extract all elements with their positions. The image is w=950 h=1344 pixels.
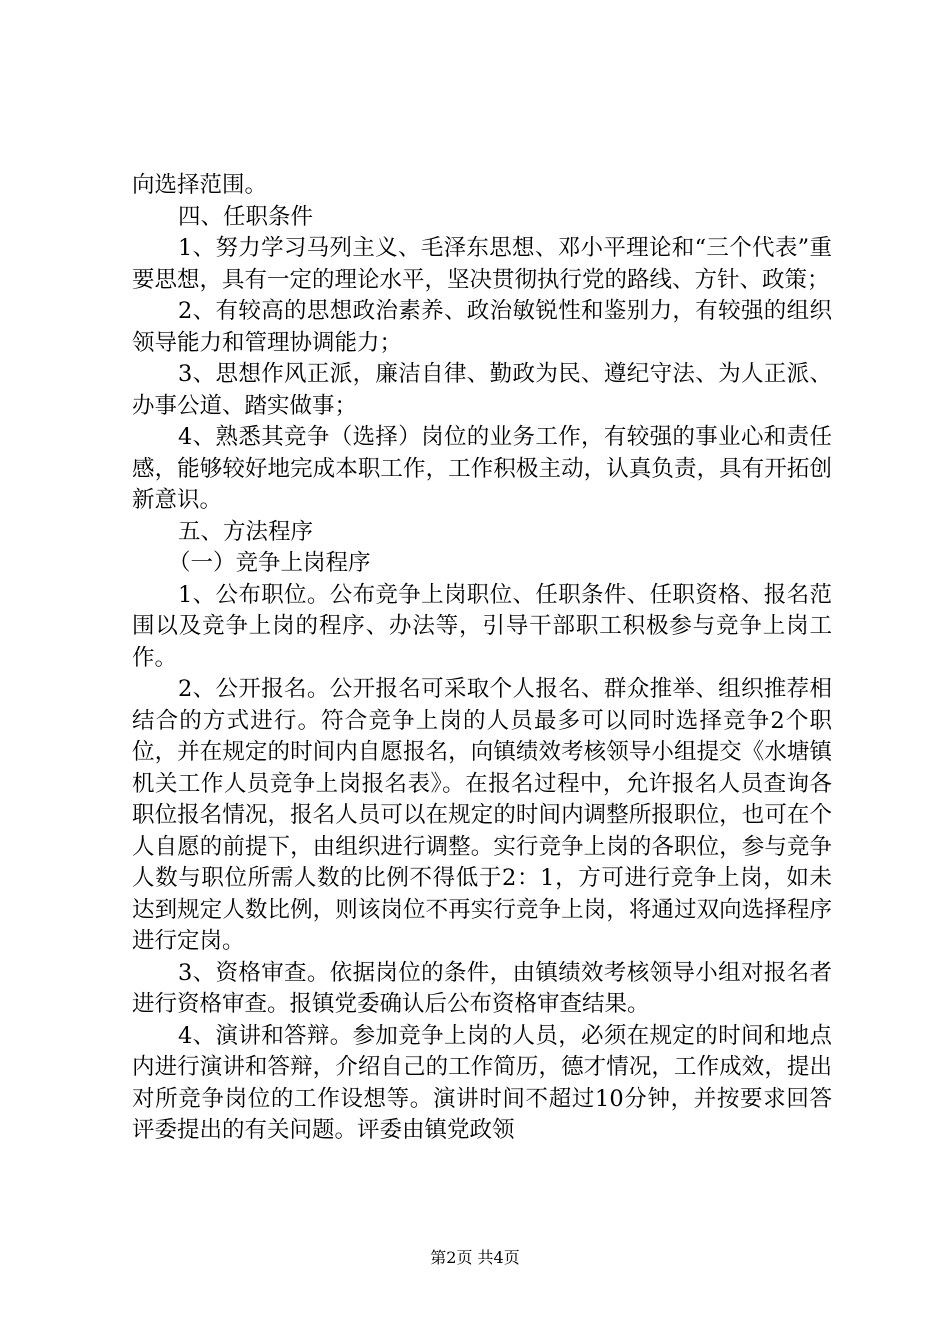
paragraph: 3、资格审查。依据岗位的条件，由镇绩效考核领导小组对报名者进行资格审查。报镇党委确认后公布资格审查结果。 — [132, 959, 832, 1017]
paragraph: 2、有较高的思想政治素养、政治敏锐性和鉴别力，有较强的组织领导能力和管理协调能力； — [132, 298, 832, 356]
page-footer: 第2页 共4页 — [430, 1248, 520, 1267]
paragraph: 1、公布职位。公布竞争上岗职位、任职条件、任职资格、报名范围以及竞争上岗的程序、办法等，引导干部职工积极参与竞争上岗工作。 — [132, 581, 832, 671]
paragraph: 向选择范围。 — [132, 172, 268, 198]
section-heading: 五、方法程序 — [178, 518, 314, 545]
paragraph: 2、公开报名。公开报名可采取个人报名、群众推举、组织推荐相结合的方式进行。符合竞争上岗的人员最多可以同时选择竞争2个职位，并在规定的时间内自愿报名，向镇绩效考核领导小组提交《水塘镇机关工作人员竞争上岗报名表》。在报名过程中，允许报名人员查询各职位报名情况，报名人员可以在规定的时间内调整所报职位，也可在个人自愿的前提下，由组织进行调整。实行竞争上岗的各职位，参与竞争人数与职位所需人数的比例不得低于2：1，方可进行竞争上岗，如未达到规定人数比例，则该岗位不再实行竞争上岗，将通过双向选择程序进行定岗。 — [132, 676, 832, 954]
section-heading: 四、任职条件 — [178, 203, 314, 230]
paragraph: 4、熟悉其竞争（选择）岗位的业务工作，有较强的事业心和责任感，能够较好地完成本职工作，工作积极主动，认真负责，具有开拓创新意识。 — [132, 424, 832, 513]
paragraph: 3、思想作风正派，廉洁自律、勤政为民、遵纪守法、为人正派、办事公道、踏实做事； — [132, 361, 832, 419]
document-body — [132, 170, 832, 1147]
subsection-heading: （一）竞争上岗程序 — [168, 550, 371, 576]
paragraph: 1、努力学习马列主义、毛泽东思想、邓小平理论和“三个代表”重要思想，具有一定的理论水平，坚决贯彻执行党的路线、方针、政策； — [132, 235, 832, 293]
paragraph: 4、演讲和答辩。参加竞争上岗的人员，必须在规定的时间和地点内进行演讲和答辩，介绍自己的工作简历，德才情况，工作成效，提出对所竞争岗位的工作设想等。演讲时间不超过10分钟，并按要求回答评委提出的有关问题。评委由镇党政领 — [132, 1022, 832, 1143]
